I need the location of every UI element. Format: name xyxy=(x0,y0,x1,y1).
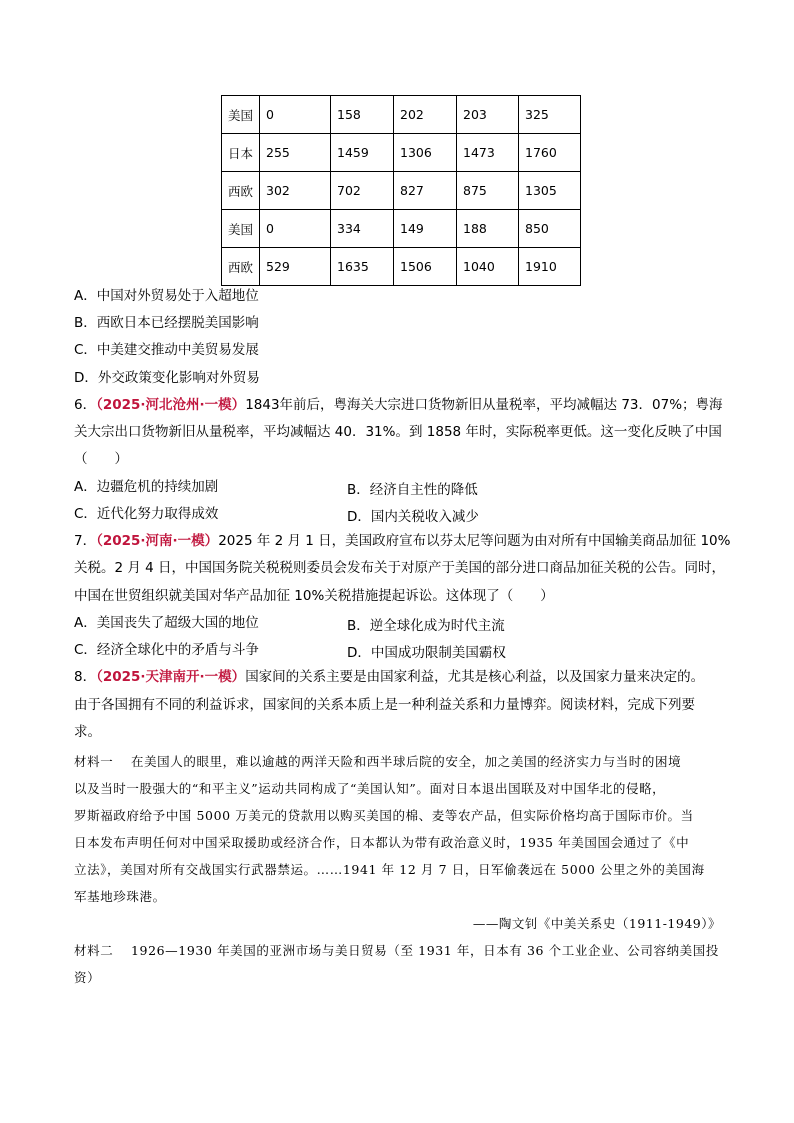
table-value-cell: 875 xyxy=(457,172,519,210)
q6-option-a[interactable]: A．边疆危机的持续加剧 xyxy=(74,479,219,495)
q7-option-b[interactable]: B．逆全球化成为时代主流 xyxy=(347,618,505,634)
table-value-cell: 1305 xyxy=(519,172,581,210)
table-region-cell: 日本 xyxy=(222,134,260,172)
material1-source: ——陶文钊《中美关系史（1911-1949）》 xyxy=(472,916,721,931)
table-region-cell: 美国 xyxy=(222,96,260,134)
q7-text-1: 2025 年 2 月 1 日，美国政府宣布以芬太尼等问题为由对所有中国输美商品加征 10% xyxy=(218,533,731,549)
table-row xyxy=(222,96,581,134)
q7-option-d[interactable]: D．中国成功限制美国霸权 xyxy=(347,645,506,661)
table-value-cell: 325 xyxy=(519,96,581,134)
table-value-cell: 0 xyxy=(260,96,331,134)
table-region-cell: 西欧 xyxy=(222,172,260,210)
material1-line1: 材料一 在美国人的眼里，难以逾越的两洋天险和西半球后院的安全，加之美国的经济实力与当时的困境 xyxy=(74,754,682,769)
table-value-cell: 1040 xyxy=(457,248,519,286)
table-value-cell: 1473 xyxy=(457,134,519,172)
q8-number: 8． xyxy=(74,669,97,685)
q6-source-tag: （2025·河北沧州·一模） xyxy=(96,397,246,413)
table-value-cell: 1306 xyxy=(394,134,457,172)
table-region-cell: 西欧 xyxy=(222,248,260,286)
material2-line2: 资） xyxy=(74,970,101,985)
material1-line4: 日本发布声明任何对中国采取援助或经济合作，日本都认为带有政治意义时，1935 年美国国会通过了《中 xyxy=(74,835,690,850)
table-region-cell: 美国 xyxy=(222,210,260,248)
table-value-cell: 1910 xyxy=(519,248,581,286)
q7-number: 7． xyxy=(74,533,97,549)
q6-stem-line3: （ ） xyxy=(74,451,128,467)
q5-option-d[interactable]: D．外交政策变化影响对外贸易 xyxy=(74,370,260,386)
table-value-cell: 203 xyxy=(457,96,519,134)
material1-line3: 罗斯福政府给予中国 5000 万美元的贷款用以购买美国的棉、麦等农产品，但实际价格均高于国际市价。当 xyxy=(74,808,694,823)
table-value-cell: 529 xyxy=(260,248,331,286)
q7-source-tag: （2025·河南·一模） xyxy=(96,533,219,549)
q8-text-1: 国家间的关系主要是由国家利益，尤其是核心利益，以及国家力量来决定的。 xyxy=(245,669,705,685)
material1-line6: 军基地珍珠港。 xyxy=(74,889,166,904)
table-row xyxy=(222,210,581,248)
table-value-cell: 702 xyxy=(331,172,394,210)
table-row xyxy=(222,172,581,210)
table-value-cell: 1459 xyxy=(331,134,394,172)
q7-stem-line2: 关税。2 月 4 日，中国国务院关税税则委员会发布关于对原产于美国的部分进口商品加征关税的公告。同时， xyxy=(74,560,726,576)
q8-source-tag: （2025·天津南开·一模） xyxy=(96,669,246,685)
table-value-cell: 1506 xyxy=(394,248,457,286)
q8-stem-line1 xyxy=(74,668,704,686)
q6-stem-line2: 关大宗出口货物新旧从量税率，平均减幅达 40．31%。到 1858 年时，实际税率更低。这一变化反映了中国 xyxy=(74,424,722,440)
table-row xyxy=(222,134,581,172)
material1-line5: 立法》，美国对所有交战国实行武器禁运。……1941 年 12 月 7 日，日军偷袭远在 5000 公里之外的美国海 xyxy=(74,862,705,877)
table-value-cell: 149 xyxy=(394,210,457,248)
q7-option-a[interactable]: A．美国丧失了超级大国的地位 xyxy=(74,615,259,631)
q7-stem-line3: 中国在世贸组织就美国对华产品加征 10%关税措施提起诉讼。这体现了（ ） xyxy=(74,588,554,604)
q5-option-b[interactable]: B．西欧日本已经摆脱美国影响 xyxy=(74,315,259,331)
q5-option-c[interactable]: C．中美建交推动中美贸易发展 xyxy=(74,342,259,358)
q7-stem-line1 xyxy=(74,532,730,550)
table-value-cell: 188 xyxy=(457,210,519,248)
table-value-cell: 255 xyxy=(260,134,331,172)
q6-option-c[interactable]: C．近代化努力取得成效 xyxy=(74,506,219,522)
q8-stem-line3: 求。 xyxy=(74,724,101,740)
table-value-cell: 1760 xyxy=(519,134,581,172)
q8-stem-line2: 由于各国拥有不同的利益诉求，国家间的关系本质上是一种利益关系和力量博弈。阅读材料，完成下列要 xyxy=(74,697,695,713)
table-value-cell: 334 xyxy=(331,210,394,248)
material2-line1: 材料二 1926—1930 年美国的亚洲市场与美日贸易（至 1931 年，日本有 36 个工业企业、公司容纳美国投 xyxy=(74,943,719,958)
q6-option-d[interactable]: D．国内关税收入减少 xyxy=(347,509,479,525)
q6-number: 6． xyxy=(74,397,97,413)
table-value-cell: 1635 xyxy=(331,248,394,286)
table-value-cell: 158 xyxy=(331,96,394,134)
trade-table xyxy=(221,95,581,286)
table-value-cell: 827 xyxy=(394,172,457,210)
q7-option-c[interactable]: C．经济全球化中的矛盾与斗争 xyxy=(74,642,259,658)
table-value-cell: 302 xyxy=(260,172,331,210)
table-row xyxy=(222,248,581,286)
table-value-cell: 202 xyxy=(394,96,457,134)
table-value-cell: 0 xyxy=(260,210,331,248)
q5-option-a[interactable]: A．中国对外贸易处于入超地位 xyxy=(74,288,259,304)
material1-line2: 以及当时一股强大的“和平主义”运动共同构成了“美国认知”。面对日本退出国联及对中国华北的侵略， xyxy=(74,781,666,796)
q6-text-1: 1843年前后，粤海关大宗进口货物新旧从量税率，平均减幅达 73．07%；粤海 xyxy=(245,397,723,413)
table-value-cell: 850 xyxy=(519,210,581,248)
q6-stem-line1 xyxy=(74,396,723,414)
q6-option-b[interactable]: B．经济自主性的降低 xyxy=(347,482,478,498)
